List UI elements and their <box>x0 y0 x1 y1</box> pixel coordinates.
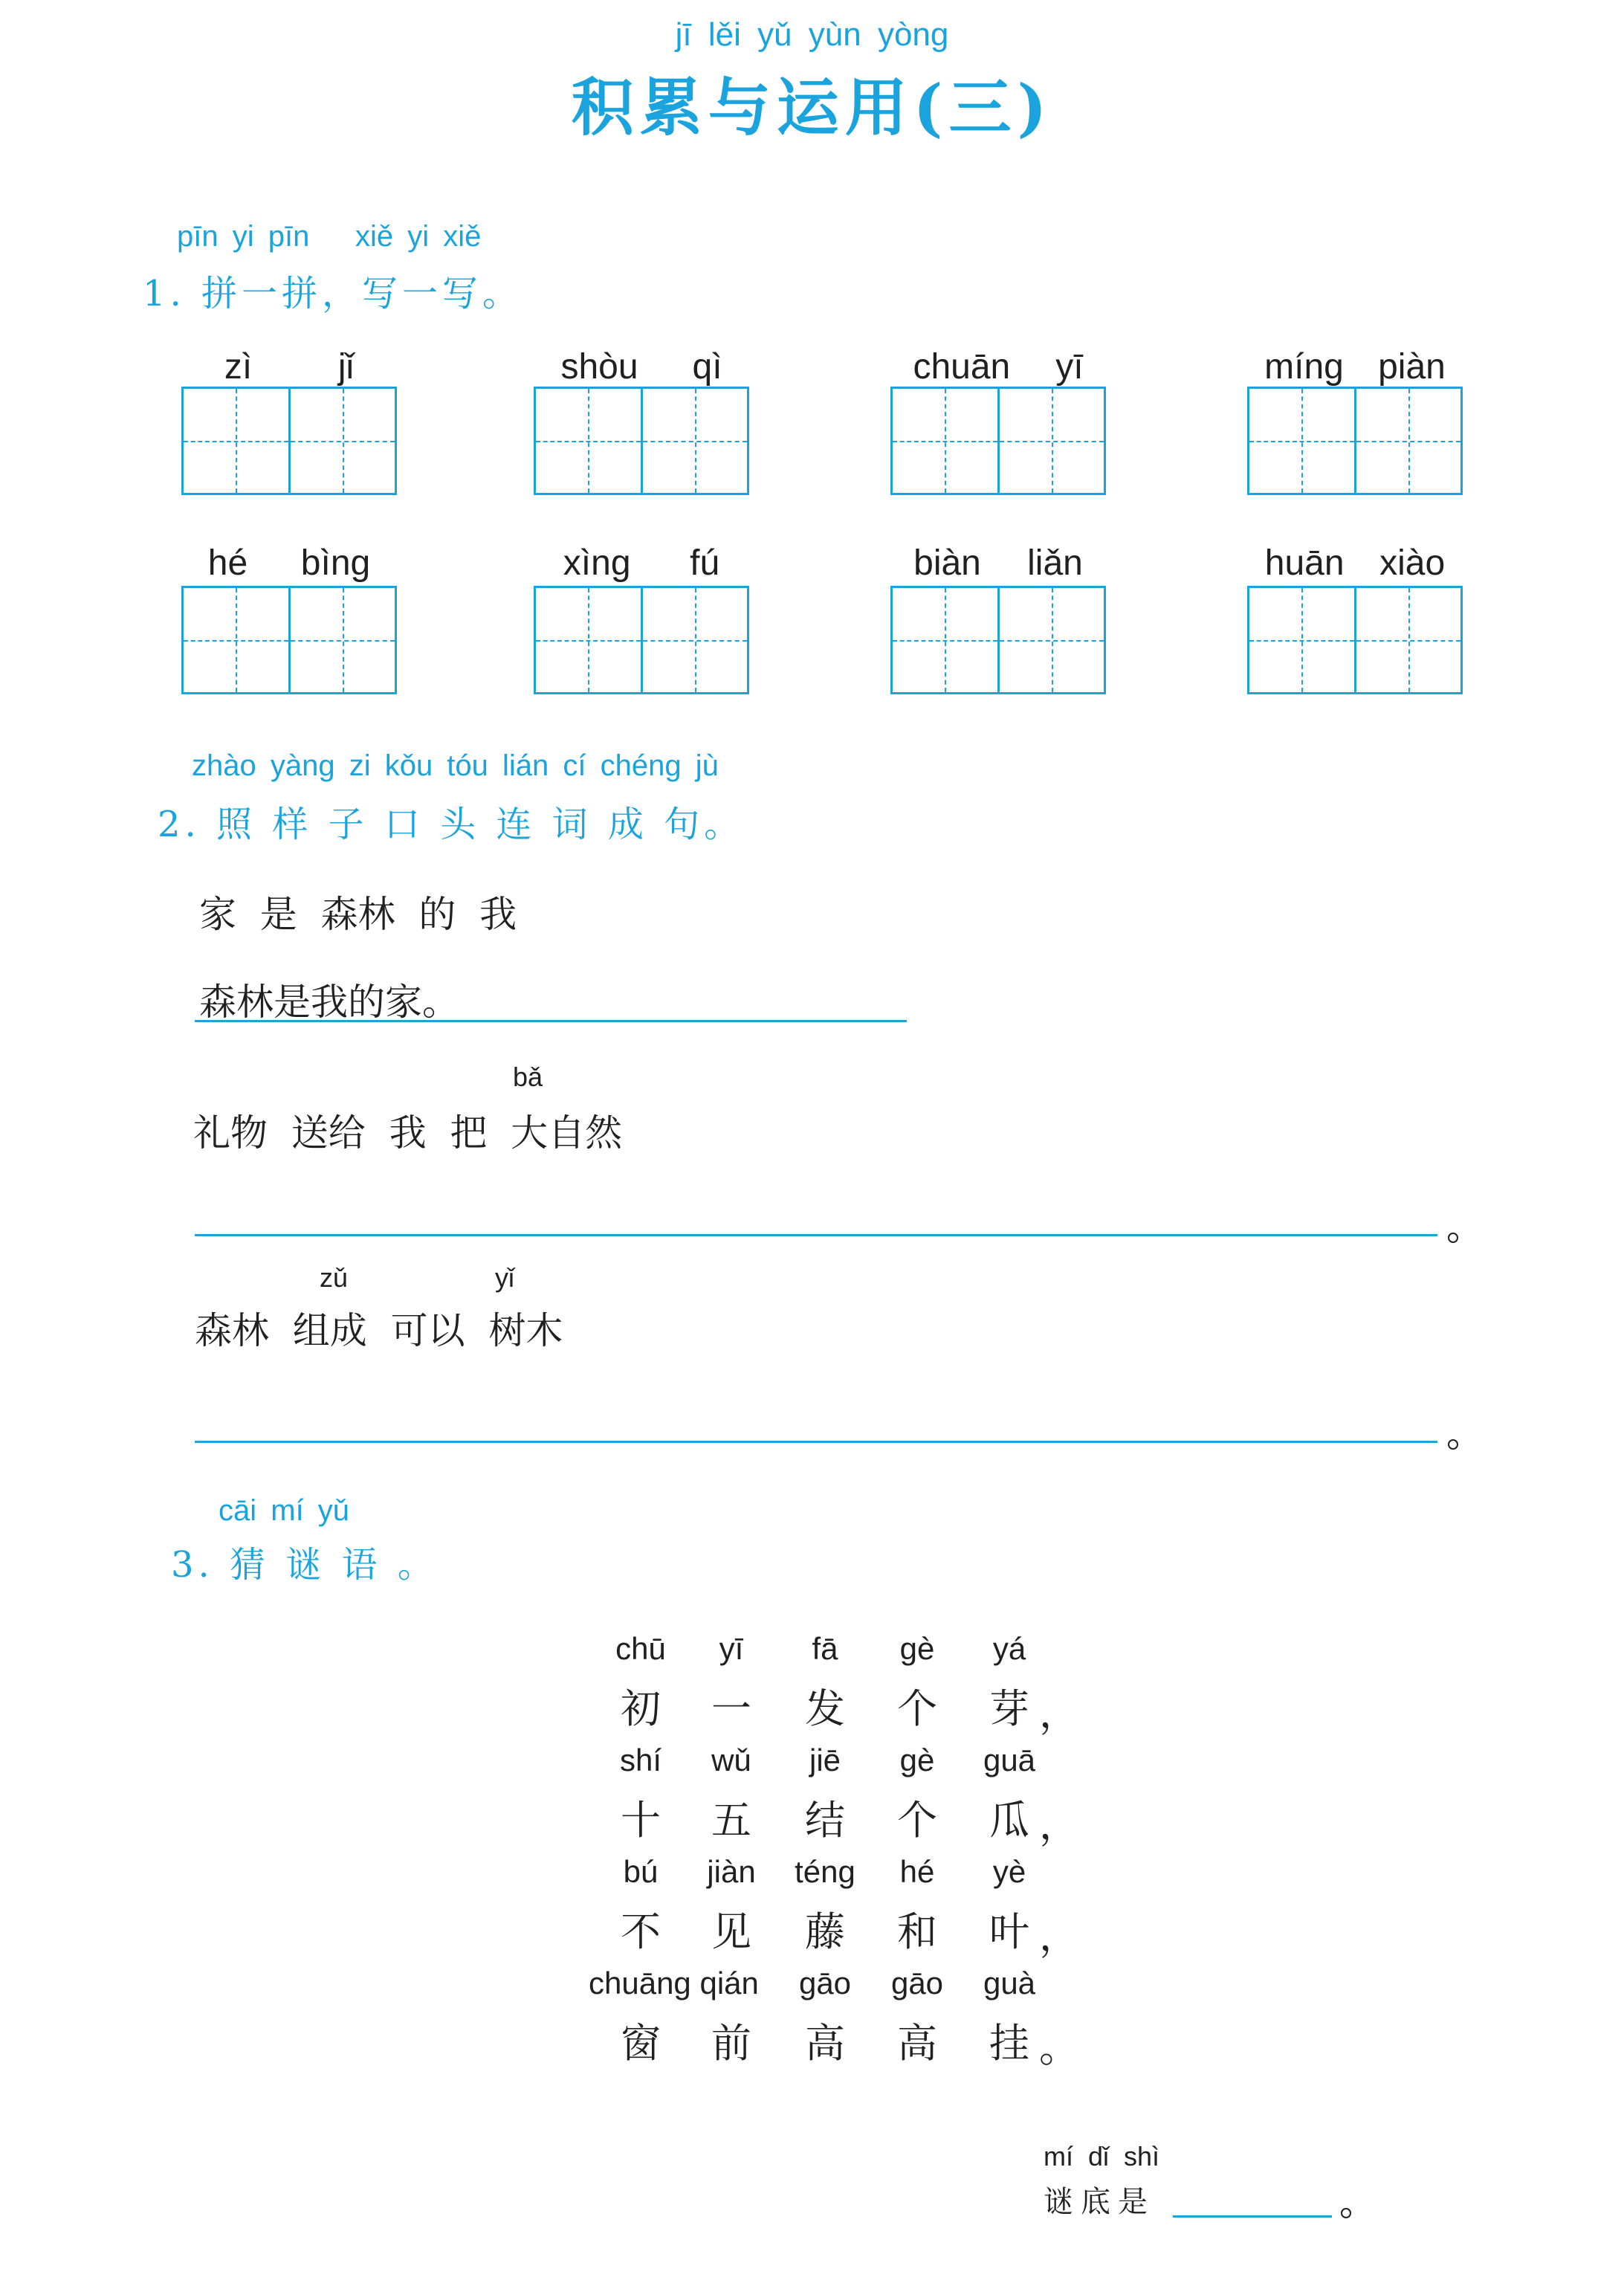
title-pinyin: jī lěi yǔ yùn yòng <box>675 16 949 53</box>
box-pinyin <box>181 346 397 387</box>
section3-title: 3. 猜 谜 语 。 <box>171 1544 438 1586</box>
riddle-pinyin: yá <box>992 1631 1026 1666</box>
riddle-pinyin: hé <box>899 1854 935 1889</box>
pinyin-syllable: biàn <box>913 543 981 583</box>
riddle-character: 个 <box>897 1797 937 1844</box>
riddle-character: 十 <box>621 1797 661 1844</box>
section2-pinyin: zhào yàng zi kǒu tóu lián cí chéng jù <box>192 749 719 782</box>
writing-cell[interactable] <box>288 389 395 493</box>
riddle-pinyin: téng <box>795 1854 855 1889</box>
box-pinyin <box>1247 543 1463 584</box>
riddle-punctuation: ， <box>1039 1913 1079 1960</box>
riddle-character: 窗 <box>621 2020 661 2067</box>
q1-pinyin: bǎ <box>513 1062 543 1092</box>
riddle-character: 个 <box>897 1685 937 1732</box>
tian-zi-box[interactable] <box>890 586 1106 694</box>
pinyin-syllable: qì <box>692 347 722 387</box>
pinyin-syllable: liǎn <box>1027 543 1083 583</box>
pinyin-syllable: zì <box>224 347 253 387</box>
riddle-pinyin: gāo <box>890 1966 944 2001</box>
riddle-character: 见 <box>711 1908 751 1955</box>
q2-pinyin-b: yǐ <box>495 1262 514 1293</box>
riddle-pinyin: guā <box>983 1743 1036 1777</box>
pinyin-syllable: huān <box>1264 543 1345 583</box>
period-mark <box>1448 1233 1458 1243</box>
q2-words: 森林 组成 可以 树木 <box>195 1309 563 1352</box>
riddle-character: 初 <box>621 1685 661 1732</box>
riddle-character: 芽 <box>989 1685 1029 1732</box>
riddle-character: 结 <box>805 1797 845 1844</box>
riddle-pinyin: shí <box>619 1743 662 1777</box>
writing-cell[interactable] <box>893 389 997 493</box>
pinyin-syllable: piàn <box>1378 347 1446 387</box>
pinyin-syllable: shòu <box>560 347 638 387</box>
tian-zi-box[interactable] <box>181 387 397 495</box>
answer-label: 谜底是 <box>1044 2185 1155 2219</box>
riddle-character: 不 <box>621 1908 661 1955</box>
writing-cell[interactable] <box>1354 588 1461 692</box>
tian-zi-box[interactable] <box>1247 586 1463 694</box>
writing-cell[interactable] <box>184 389 288 493</box>
pinyin-syllable: míng <box>1264 347 1344 387</box>
q2-answer-line[interactable] <box>195 1441 1437 1443</box>
riddle-punctuation: 。 <box>1039 2024 1079 2071</box>
riddle-character: 五 <box>711 1797 751 1844</box>
riddle-punctuation: ， <box>1039 1801 1079 1848</box>
example-answer: 森林是我的家。 <box>199 981 459 1024</box>
writing-cell[interactable] <box>997 588 1104 692</box>
pinyin-syllable: yī <box>1055 347 1084 387</box>
riddle-pinyin: yè <box>992 1854 1026 1889</box>
riddle-pinyin: guà <box>983 1966 1036 2001</box>
example-words: 家 是 森林 的 我 <box>199 893 517 936</box>
riddle-pinyin: gè <box>899 1743 935 1777</box>
box-pinyin <box>1247 346 1463 387</box>
tian-zi-box[interactable] <box>534 586 749 694</box>
box-pinyin <box>890 346 1106 387</box>
writing-cell[interactable] <box>1354 389 1461 493</box>
tian-zi-box[interactable] <box>890 387 1106 495</box>
box-pinyin <box>534 543 749 584</box>
riddle-pinyin: jiē <box>809 1743 841 1777</box>
q1-words: 礼物 送给 我 把 大自然 <box>193 1111 623 1155</box>
riddle-character: 叶 <box>989 1908 1029 1955</box>
riddle-pinyin: wǔ <box>711 1743 751 1777</box>
q1-answer-line[interactable] <box>195 1234 1437 1236</box>
pinyin-syllable: xìng <box>563 543 631 583</box>
box-pinyin <box>534 346 749 387</box>
writing-cell[interactable] <box>288 588 395 692</box>
box-pinyin <box>181 543 397 584</box>
riddle-character: 挂 <box>989 2020 1029 2067</box>
section1-pinyin-b: xiě yi xiě <box>355 220 482 253</box>
writing-cell[interactable] <box>893 588 997 692</box>
riddle-character: 和 <box>897 1908 937 1955</box>
pinyin-syllable: bìng <box>300 543 371 583</box>
writing-cell[interactable] <box>641 588 748 692</box>
example-answer-line <box>195 1020 907 1022</box>
box-pinyin <box>890 543 1106 584</box>
writing-cell[interactable] <box>536 389 641 493</box>
tian-zi-box[interactable] <box>181 586 397 694</box>
riddle-pinyin: jiàn <box>707 1854 756 1889</box>
riddle-pinyin: gāo <box>798 1966 852 2001</box>
page-title: 积累与运用(三) <box>571 71 1053 144</box>
riddle-pinyin: chuāng qián <box>589 1966 759 2001</box>
writing-cell[interactable] <box>184 588 288 692</box>
riddle-character: 发 <box>805 1685 845 1732</box>
period-mark <box>1341 2208 1351 2218</box>
tian-zi-box[interactable] <box>1247 387 1463 495</box>
riddle-pinyin: gè <box>899 1631 935 1666</box>
riddle-character: 一 <box>711 1685 751 1732</box>
writing-cell[interactable] <box>997 389 1104 493</box>
section1-title: 1. 拼一拼，写一写。 <box>143 273 523 314</box>
riddle-pinyin: bú <box>623 1854 659 1889</box>
riddle-answer-line[interactable] <box>1173 2215 1332 2218</box>
answer-pinyin: mí dǐ shì <box>1044 2141 1160 2171</box>
riddle-character: 瓜 <box>989 1797 1029 1844</box>
pinyin-syllable: chuān <box>913 347 1011 387</box>
section3-pinyin: cāi mí yǔ <box>219 1494 350 1527</box>
section2-title: 2. 照 样 子 口 头 连 词 成 句。 <box>158 804 745 845</box>
pinyin-syllable: xiào <box>1379 543 1446 583</box>
section1-pinyin-a: pīn yi pīn <box>177 220 310 253</box>
pinyin-syllable: hé <box>207 543 248 583</box>
tian-zi-box[interactable] <box>534 387 749 495</box>
pinyin-syllable: jǐ <box>337 347 355 387</box>
riddle-character: 高 <box>805 2020 845 2067</box>
riddle-character: 藤 <box>805 1908 845 1955</box>
writing-cell[interactable] <box>1249 588 1354 692</box>
pinyin-syllable: fú <box>690 543 720 583</box>
riddle-character: 高 <box>897 2020 937 2067</box>
q2-pinyin-a: zǔ <box>320 1262 349 1293</box>
riddle-character: 前 <box>711 2020 751 2067</box>
period-mark <box>1448 1439 1458 1450</box>
writing-cell[interactable] <box>1249 389 1354 493</box>
riddle-pinyin: fā <box>812 1631 838 1666</box>
riddle-punctuation: ， <box>1039 1690 1079 1737</box>
riddle-pinyin: chū <box>615 1631 666 1666</box>
writing-cell[interactable] <box>536 588 641 692</box>
riddle-pinyin: yī <box>719 1631 744 1666</box>
writing-cell[interactable] <box>641 389 748 493</box>
